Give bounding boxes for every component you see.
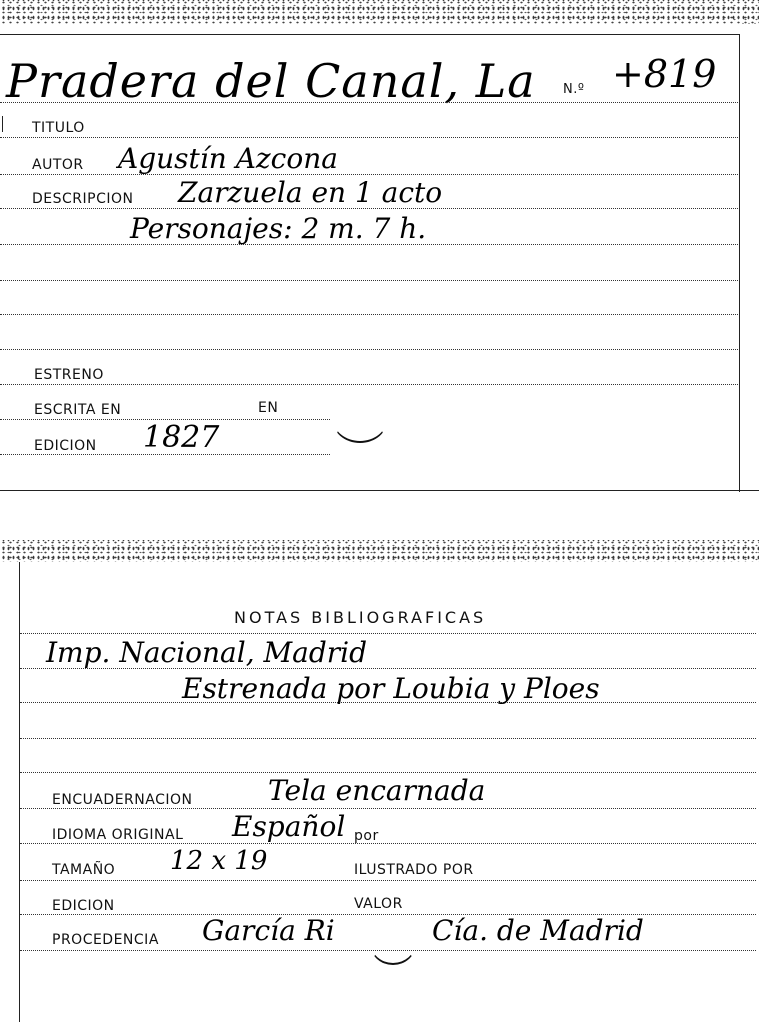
rule-edicion-valor: [20, 914, 756, 915]
estreno-label: ESTRENO: [34, 367, 104, 383]
autor-value: Agustín Azcona: [118, 142, 338, 175]
top-card-top-border: [0, 34, 740, 35]
rule-estreno: [0, 384, 738, 385]
tamano-label: TAMAÑO: [52, 862, 116, 878]
valor-label: VALOR: [354, 896, 403, 912]
top-card-left-mark: [2, 116, 3, 132]
notas-bibliograficas-heading: NOTAS BIBLIOGRAFICAS: [234, 608, 487, 627]
encuadernacion-value: Tela encarnada: [268, 774, 486, 807]
descripcion-value: Zarzuela en 1 acto: [178, 176, 443, 209]
ilustrado-por-label: ILUSTRADO POR: [354, 862, 474, 878]
autor-label: AUTOR: [32, 157, 84, 173]
number-label: N.º: [563, 82, 585, 97]
rule-notes-4: [20, 738, 756, 739]
tamano-value: 12 x 19: [170, 846, 268, 876]
rule-notes-1: [20, 633, 756, 634]
titulo-label: TITULO: [32, 120, 85, 136]
rule-blank-3: [0, 349, 738, 350]
rule-title: [0, 102, 738, 103]
rule-idioma: [20, 843, 756, 844]
por-label: por: [354, 828, 379, 844]
rule-autor: [0, 174, 738, 175]
ink-stamp-mark: [332, 394, 388, 443]
rule-blank-1: [0, 280, 738, 281]
rule-notes-5: [20, 772, 756, 773]
descripcion-value-2: Personajes: 2 m. 7 h.: [130, 212, 427, 245]
catalog-card-front: [0, 24, 759, 494]
ink-stamp-mark-back: [370, 922, 416, 965]
edicion-value: 1827: [143, 420, 220, 455]
notes-line-2: Estrenada por Loubia y Ploes: [182, 672, 600, 705]
rule-tamano: [20, 880, 756, 881]
top-card-bottom-border: [0, 490, 759, 491]
card-title-handwritten: Pradera del Canal, La: [6, 54, 536, 108]
top-card-speckled-edge: [0, 0, 759, 26]
encuadernacion-label: ENCUADERNACION: [52, 792, 193, 808]
top-card-right-border: [739, 34, 740, 492]
escrita-en-label: ESCRITA EN: [34, 402, 122, 418]
idioma-original-label: IDIOMA ORIGINAL: [52, 827, 184, 843]
idioma-original-value: Español: [232, 810, 346, 843]
descripcion-label: DESCRIPCION: [32, 191, 134, 207]
rule-encuadernacion: [20, 808, 756, 809]
edicion-label: EDICION: [34, 438, 97, 454]
procedencia-label: PROCEDENCIA: [52, 932, 159, 948]
bottom-card-left-border: [19, 562, 20, 1022]
en-label: EN: [258, 400, 279, 416]
card-number-value: +819: [612, 52, 717, 96]
rule-blank-2: [0, 314, 738, 315]
catalog-card-back: [0, 562, 759, 1028]
rule-titulo: [0, 137, 738, 138]
procedencia-value-1: García Ri: [202, 914, 335, 947]
edicion-label-back: EDICION: [52, 898, 115, 914]
notes-line-1: Imp. Nacional, Madrid: [46, 636, 368, 669]
procedencia-value-2: Cía. de Madrid: [432, 914, 644, 947]
